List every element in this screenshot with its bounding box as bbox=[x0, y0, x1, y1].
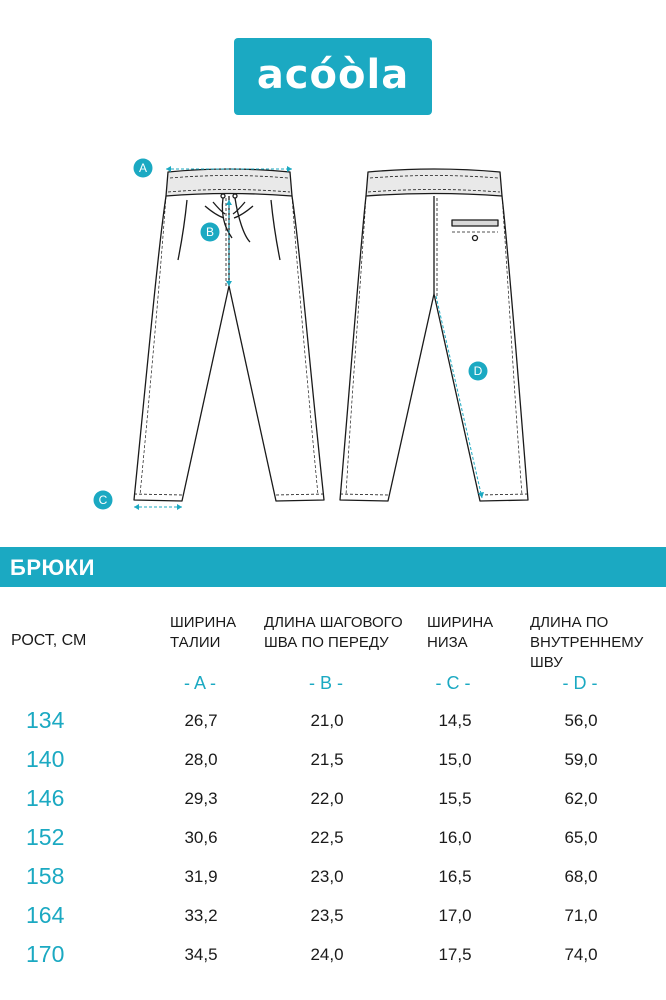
value-cell: 15,0 bbox=[438, 750, 472, 769]
value-cell: 28,0 bbox=[184, 750, 218, 769]
value-cell: 17,5 bbox=[438, 945, 472, 964]
value-cell: 21,5 bbox=[310, 750, 344, 769]
value-cell: 17,0 bbox=[438, 906, 472, 925]
value-cell: 16,5 bbox=[438, 867, 472, 886]
size-cell: 140 bbox=[26, 746, 65, 772]
size-cell: 164 bbox=[26, 902, 65, 928]
back-view bbox=[340, 169, 528, 501]
value-cell: 71,0 bbox=[564, 906, 598, 925]
table-row bbox=[0, 746, 666, 776]
value-cell: 23,0 bbox=[310, 867, 344, 886]
table-row bbox=[0, 824, 666, 854]
value-cell: 14,5 bbox=[438, 711, 472, 730]
column-letter-a: - A - bbox=[183, 673, 217, 693]
trousers-technical-drawing bbox=[0, 140, 666, 530]
column-letter-c: - C - bbox=[435, 673, 471, 693]
section-banner bbox=[0, 547, 666, 587]
size-cell: 134 bbox=[26, 707, 65, 733]
marker-d bbox=[469, 362, 488, 381]
value-cell: 16,0 bbox=[438, 828, 472, 847]
size-cell: 170 bbox=[26, 941, 65, 967]
table-row bbox=[0, 707, 666, 737]
section-title: БРЮКИ bbox=[10, 555, 95, 580]
svg-text:C: C bbox=[98, 493, 108, 507]
value-cell: 62,0 bbox=[564, 789, 598, 808]
size-cell: 158 bbox=[26, 863, 65, 889]
front-view bbox=[134, 169, 324, 501]
value-cell: 59,0 bbox=[564, 750, 598, 769]
value-cell: 34,5 bbox=[184, 945, 218, 964]
value-cell: 24,0 bbox=[310, 945, 344, 964]
value-cell: 22,0 bbox=[310, 789, 344, 808]
column-header-hem-width: ШИРИНА НИЗА bbox=[427, 614, 494, 651]
value-cell: 15,5 bbox=[438, 789, 472, 808]
marker-c bbox=[94, 491, 113, 510]
table-row bbox=[0, 785, 666, 815]
value-cell: 23,5 bbox=[310, 906, 344, 925]
column-letter-b: - B - bbox=[309, 673, 343, 693]
row-header-label: РОСТ, СМ bbox=[11, 632, 87, 649]
brand-logo-text: acóòla bbox=[256, 51, 410, 98]
value-cell: 56,0 bbox=[564, 711, 598, 730]
table-row bbox=[0, 941, 666, 971]
value-cell: 26,7 bbox=[184, 711, 218, 730]
value-cell: 29,3 bbox=[184, 789, 218, 808]
value-cell: 68,0 bbox=[564, 867, 598, 886]
column-header-front-inseam: ДЛИНА ШАГОВОГО ШВА ПО ПЕРЕДУ bbox=[264, 614, 403, 651]
svg-text:B: B bbox=[205, 225, 215, 239]
table-row bbox=[0, 902, 666, 932]
table-row bbox=[0, 863, 666, 893]
column-header-inner-seam: ДЛИНА ПО ВНУТРЕННЕМУ ШВУ bbox=[530, 614, 644, 671]
marker-b bbox=[201, 223, 220, 242]
marker-a bbox=[134, 159, 153, 178]
value-cell: 33,2 bbox=[184, 906, 218, 925]
svg-text:D: D bbox=[473, 364, 483, 378]
value-cell: 22,5 bbox=[310, 828, 344, 847]
value-cell: 65,0 bbox=[564, 828, 598, 847]
brand-logo bbox=[234, 38, 432, 115]
value-cell: 31,9 bbox=[184, 867, 218, 886]
value-cell: 74,0 bbox=[564, 945, 598, 964]
value-cell: 21,0 bbox=[310, 711, 344, 730]
column-header-waist: ШИРИНА ТАЛИИ bbox=[170, 614, 237, 651]
value-cell: 30,6 bbox=[184, 828, 218, 847]
size-cell: 146 bbox=[26, 785, 65, 811]
column-letter-d: - D - bbox=[562, 673, 598, 693]
size-cell: 152 bbox=[26, 824, 65, 850]
svg-text:A: A bbox=[138, 161, 148, 175]
